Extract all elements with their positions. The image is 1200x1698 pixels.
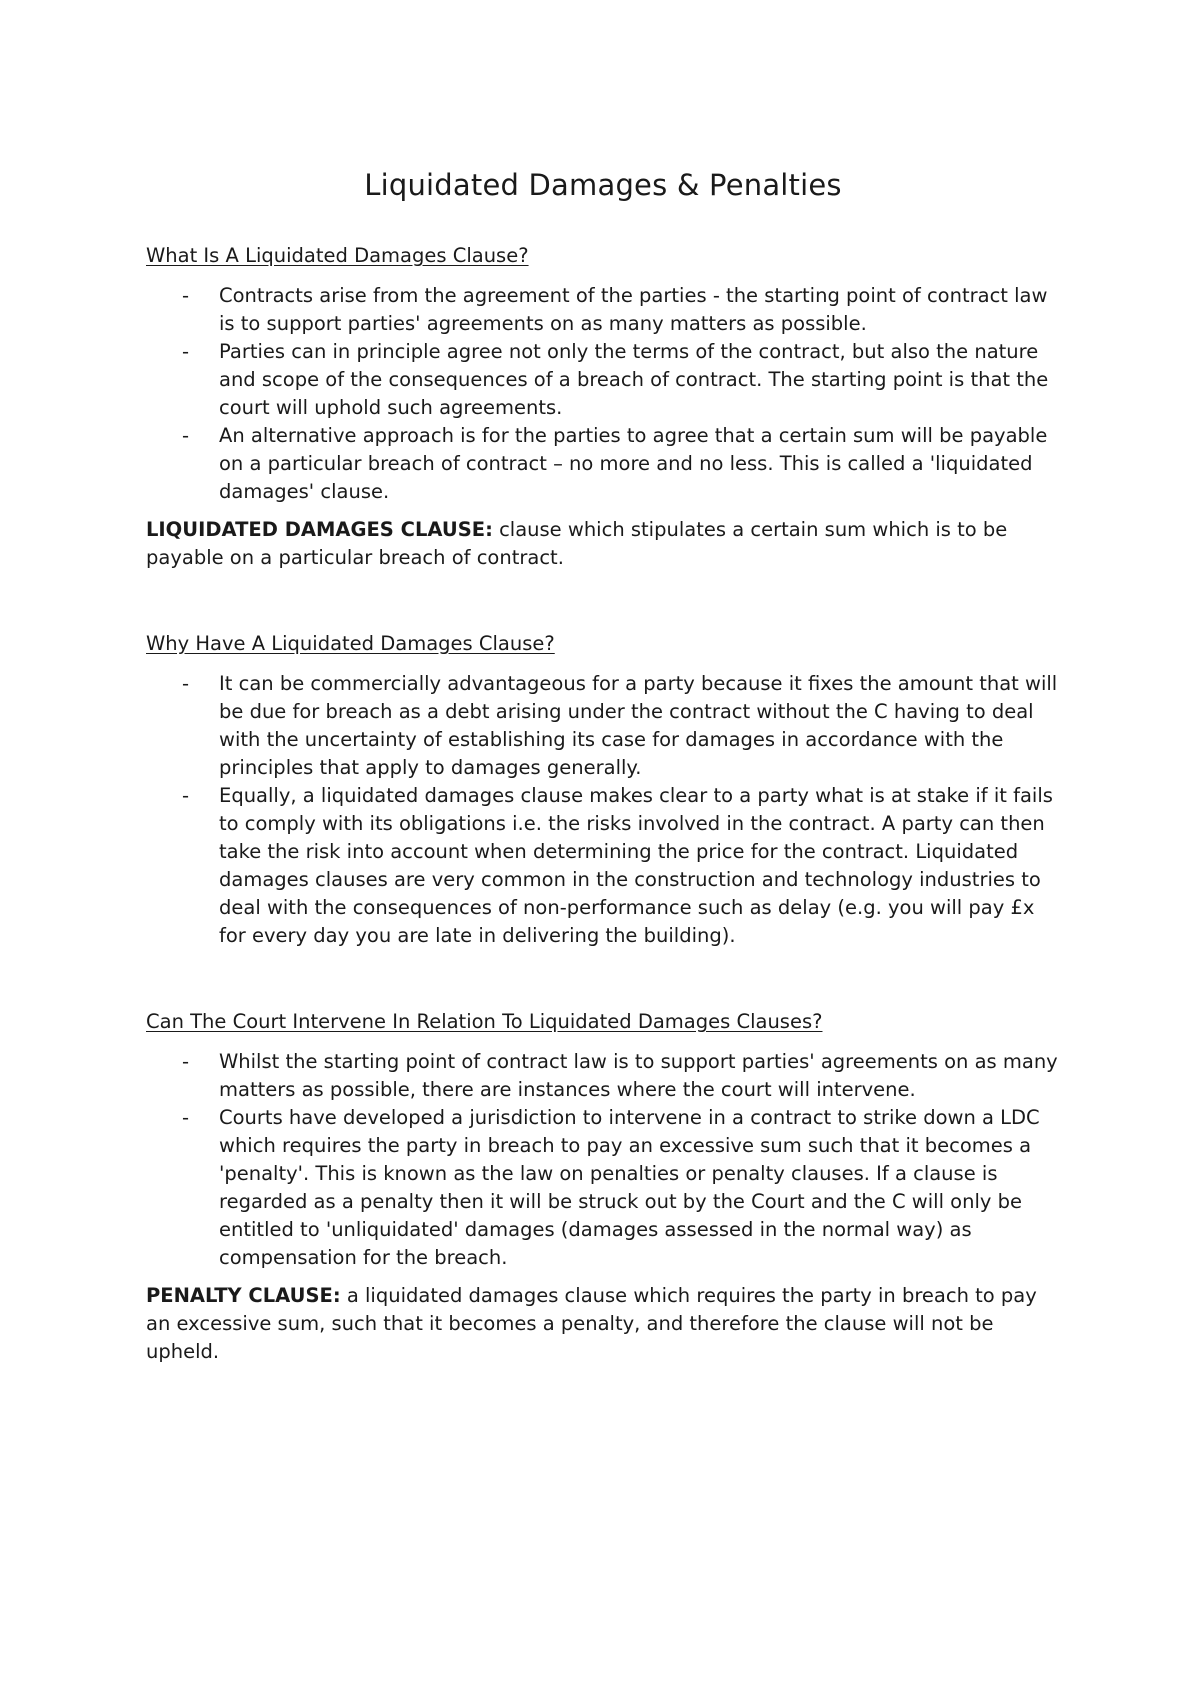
list-item [146, 338, 1060, 422]
list-item [146, 282, 1060, 338]
list-item-text: An alternative approach is for the parties to agree that a certain sum will be payable on a particular breach of contract – no more and no less. This is called a 'liquidated damages' clause. [219, 424, 1048, 503]
list-item [146, 1104, 1060, 1272]
list-item-text: Equally, a liquidated damages clause makes clear to a party what is at stake if it fails to comply with its obligations i.e. the risks involved in the contract. A party can then take the risk into account when determining the price for the contract. Liquidated damages clauses are very common in the construction and technology industries to deal with the consequences of non-performance such as delay (e.g. you will pay £x for every day you are late in delivering the building). [219, 784, 1053, 947]
definition-term: PENALTY CLAUSE: [146, 1284, 341, 1307]
definition-ldc [146, 516, 1060, 572]
definition-term: LIQUIDATED DAMAGES CLAUSE: [146, 518, 493, 541]
list-item [146, 422, 1060, 506]
section-heading: What Is A Liquidated Damages Clause? [146, 244, 529, 267]
dash-bullet-icon: - [182, 1050, 190, 1073]
dash-bullet-icon: - [182, 1106, 190, 1129]
list-item [146, 670, 1060, 782]
dash-bullet-icon: - [182, 340, 190, 363]
bullet-list [146, 1048, 1060, 1272]
section-what-is-ldc [146, 242, 1060, 572]
section-heading: Can The Court Intervene In Relation To Liquidated Damages Clauses? [146, 1010, 823, 1033]
list-item-text: It can be commercially advantageous for a party because it fixes the amount that will be due for breach as a debt arising under the contract without the C having to deal with the uncertainty of establishing its case for damages in accordance with the principles that apply to damages generally. [219, 672, 1058, 779]
definition-text: a liquidated damages clause which requires the party in breach to pay an excessive sum, such that it becomes a penalty, and therefore the clause will not be upheld. [146, 1284, 1037, 1363]
list-item-text: Courts have developed a jurisdiction to intervene in a contract to strike down a LDC which requires the party in breach to pay an excessive sum such that it becomes a 'penalty'. This is known as the law on penalties or penalty clauses. If a clause is regarded as a penalty then it will be struck out by the Court and the C will only be entitled to 'unliquidated' damages (damages assessed in the normal way) as compensation for the breach. [219, 1106, 1040, 1269]
page-title: Liquidated Damages & Penalties [364, 168, 842, 202]
dash-bullet-icon: - [182, 424, 190, 447]
dash-bullet-icon: - [182, 784, 190, 807]
dash-bullet-icon: - [182, 284, 190, 307]
list-item [146, 1048, 1060, 1104]
section-heading: Why Have A Liquidated Damages Clause? [146, 632, 555, 655]
list-item-text: Parties can in principle agree not only the terms of the contract, but also the nature and scope of the consequences of a breach of contract. The starting point is that the court will uphold such agreements. [219, 340, 1049, 419]
definition-penalty [146, 1282, 1060, 1366]
list-item [146, 782, 1060, 950]
bullet-list [146, 282, 1060, 506]
section-why-have-ldc [146, 630, 1060, 950]
definition-text: clause which stipulates a certain sum which is to be payable on a particular breach of contract. [146, 518, 1008, 569]
list-item-text: Contracts arise from the agreement of the parties - the starting point of contract law is to support parties' agreements on as many matters as possible. [219, 284, 1048, 335]
bullet-list [146, 670, 1060, 950]
dash-bullet-icon: - [182, 672, 190, 695]
list-item-text: Whilst the starting point of contract law is to support parties' agreements on as many matters as possible, there are instances where the court will intervene. [219, 1050, 1058, 1101]
section-court-intervene [146, 1008, 1060, 1366]
